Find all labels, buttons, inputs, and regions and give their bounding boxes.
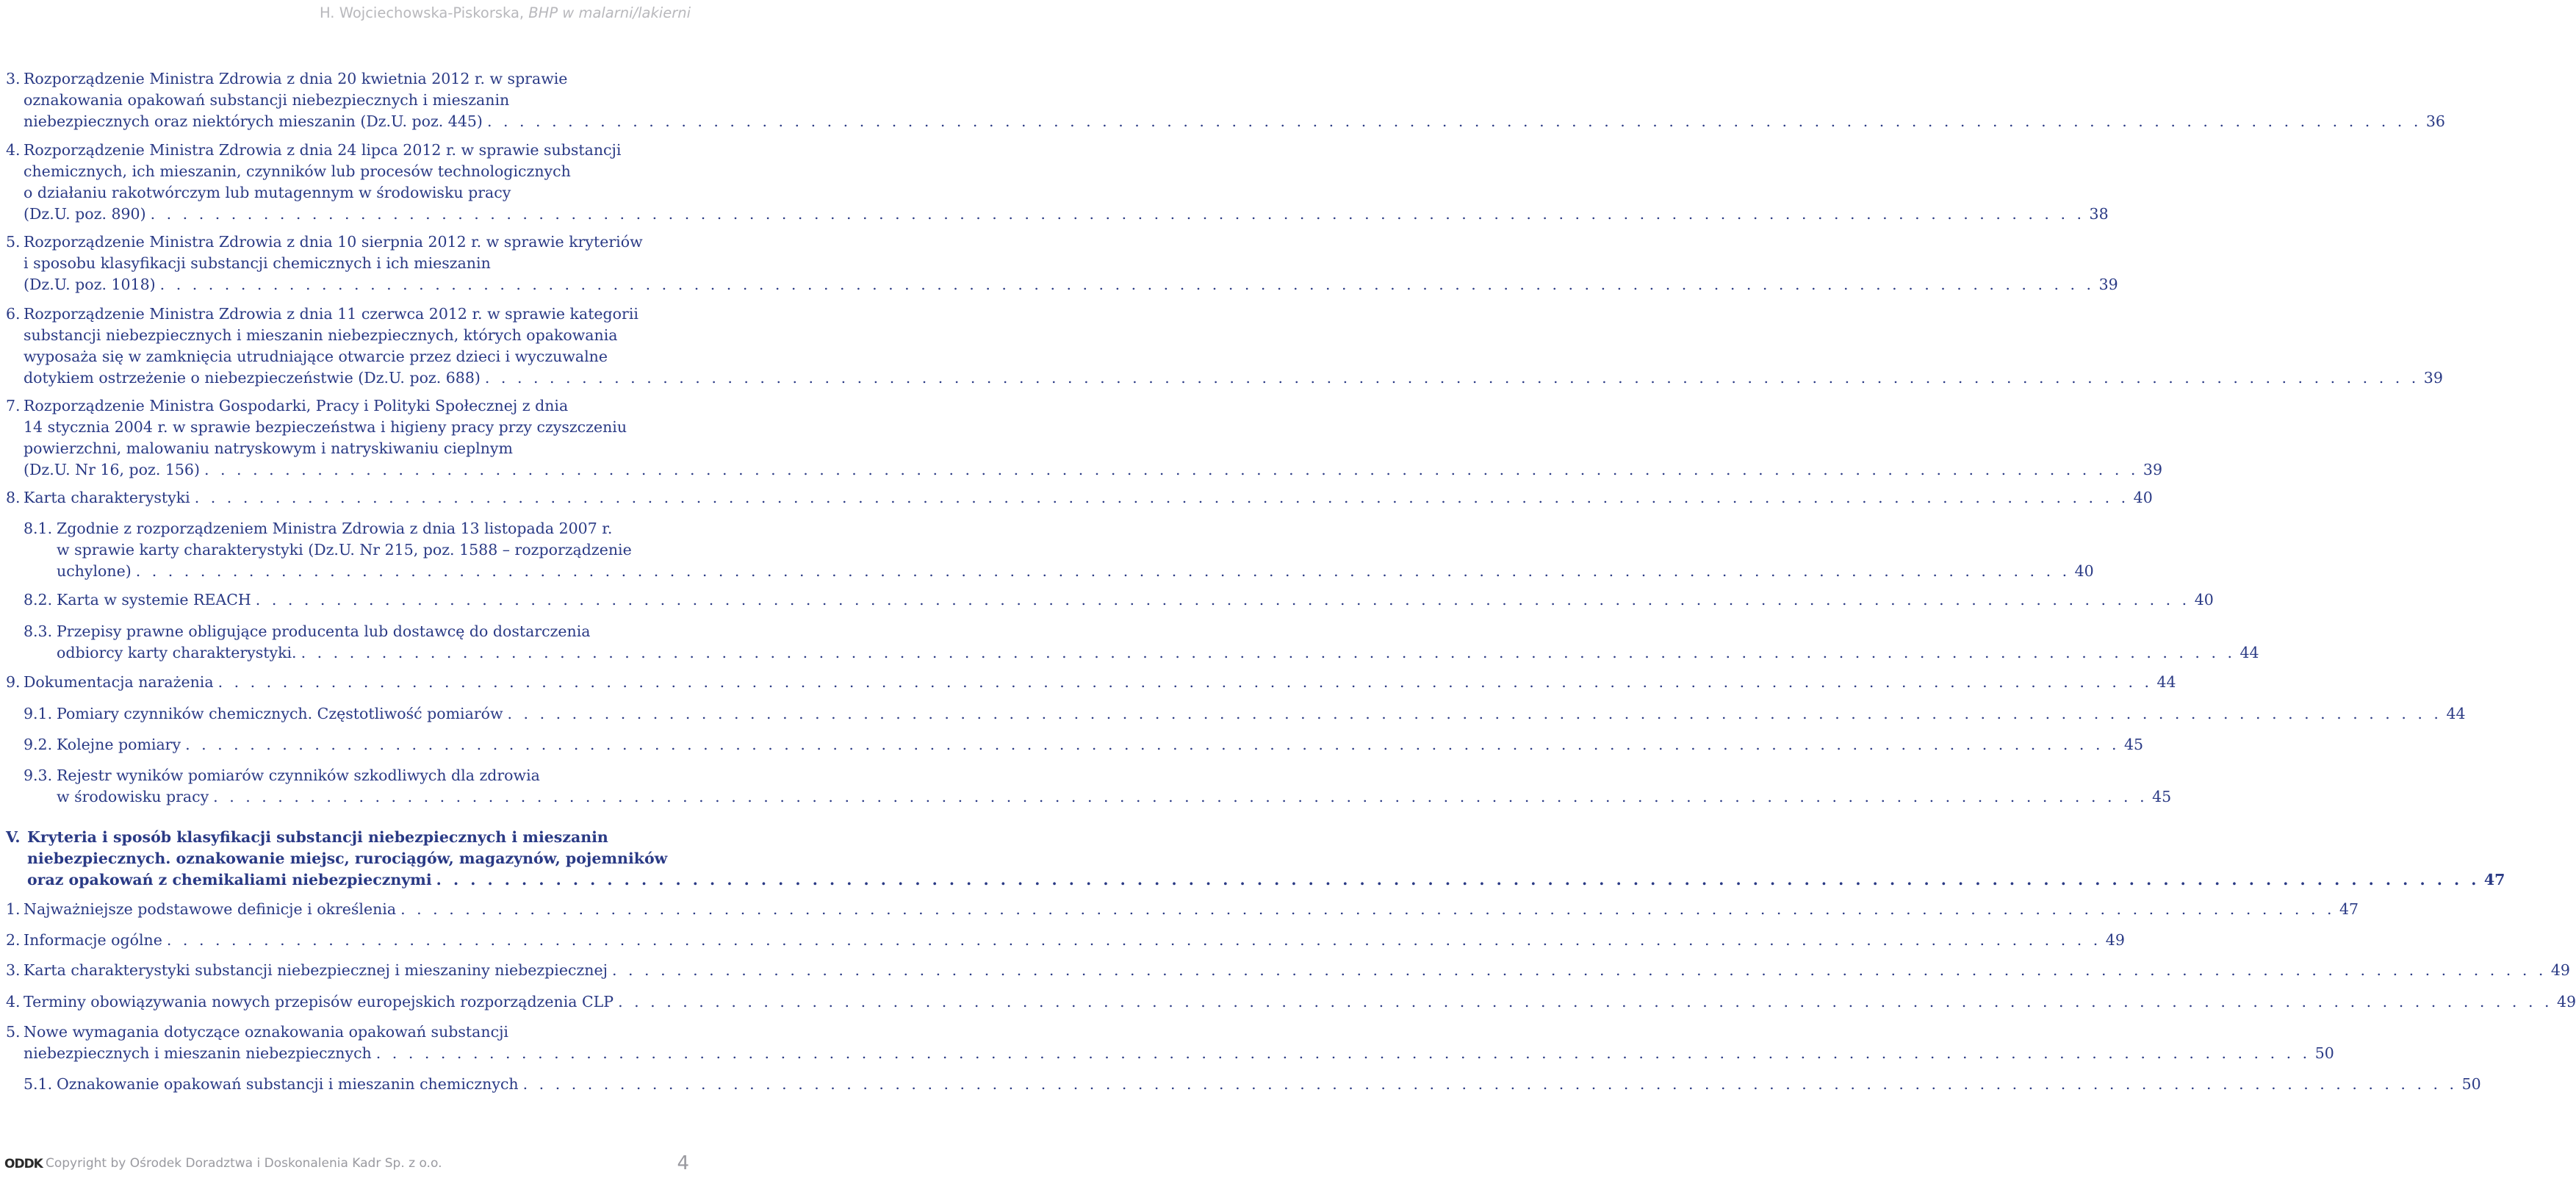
toc-page-number: 36 xyxy=(2425,112,2445,130)
toc-entry-number: 4. xyxy=(6,141,21,159)
toc-entry-text: oraz opakowań z chemikaliami niebezpiecznymi xyxy=(27,871,432,889)
toc-entry-number: 1. xyxy=(6,900,21,918)
toc-entry[interactable] xyxy=(6,991,2576,1013)
toc-page-number: 49 xyxy=(2557,993,2576,1011)
toc-entry-number: 8. xyxy=(6,489,21,506)
toc-entry-text: (Dz.U. poz. 890) xyxy=(24,205,146,223)
toc-page-number: 39 xyxy=(2423,369,2443,387)
toc-entry-text: niebezpiecznych i mieszanin niebezpiecznych xyxy=(24,1044,372,1062)
toc-entry-text: Zgodnie z rozporządzeniem Ministra Zdrowia z dnia 13 listopada 2007 r. xyxy=(57,520,613,537)
toc-entry-text: w sprawie karty charakterystyki (Dz.U. Nr 215, poz. 1588 – rozporządzenie xyxy=(57,541,632,559)
toc-page-number: 50 xyxy=(2314,1044,2334,1062)
toc-page-number: 44 xyxy=(2446,705,2466,722)
toc-entry-number: 8.1. xyxy=(24,520,53,537)
toc-entry[interactable] xyxy=(24,734,2144,755)
toc-page-number: 50 xyxy=(2461,1075,2481,1093)
dot-leader: . . . . . . . . . . . . . . . . . . . . . . . . . . . . . . . . . . . . . . . . . . . . . . . . . . . . . . . . . . . . . . . . . . . . . . . . . . . . . . . . . . . . . . . . . . . . . . . . . . . . . . . . . . . . . . . . . . . . . . . . xyxy=(159,276,2095,293)
toc-entry-number: 5. xyxy=(6,1023,21,1041)
toc-entry-number: 9.1. xyxy=(24,705,53,722)
toc-page-number: 39 xyxy=(2098,276,2118,293)
toc-page-number: 47 xyxy=(2483,871,2505,889)
toc-entry-text: Dokumentacja narażenia xyxy=(24,673,214,691)
header-author: H. Wojciechowska-Piskorska, xyxy=(319,4,525,21)
toc-entry-text: 14 stycznia 2004 r. w sprawie bezpieczeństwa i higieny pracy przy czyszczeniu xyxy=(24,418,627,436)
toc-entry-text: Karta charakterystyki xyxy=(24,489,190,506)
toc-entry-number: 9. xyxy=(6,673,21,691)
toc-entry-text: Nowe wymagania dotyczące oznakowania opakowań substancji xyxy=(24,1023,508,1041)
toc-entry-text: powierzchni, malowaniu natryskowym i natryskiwaniu cieplnym xyxy=(24,439,513,457)
toc-entry-text: i sposobu klasyfikacji substancji chemicznych i ich mieszanin xyxy=(24,254,491,272)
dot-leader: . . . . . . . . . . . . . . . . . . . . . . . . . . . . . . . . . . . . . . . . . . . . . . . . . . . . . . . . . . . . . . . . . . . . . . . . . . . . . . . . . . . . . . . . . . . . . . . . . . . . . . . . . . . . . . . . . . . . . . . . xyxy=(611,961,2547,979)
toc-entry-text: chemicznych, ich mieszanin, czynników lub procesów technologicznych xyxy=(24,162,571,180)
toc-entry-number: 5. xyxy=(6,233,21,251)
toc-entry[interactable] xyxy=(6,960,2570,981)
copyright-text: Copyright by Ośrodek Doradztwa i Doskonalenia Kadr Sp. z o.o. xyxy=(46,1156,442,1171)
toc-entry-text: odbiorcy karty charakterystyki. xyxy=(57,644,297,661)
toc-page-number: 44 xyxy=(2239,644,2259,661)
toc-entry-number: 8.2. xyxy=(24,591,53,609)
dot-leader: . . . . . . . . . . . . . . . . . . . . . . . . . . . . . . . . . . . . . . . . . . . . . . . . . . . . . . . . . . . . . . . . . . . . . . . . . . . . . . . . . . . . . . . . . . . . . . . . . . . . . . . . . . . . . . . . . . . . . . . . xyxy=(194,489,2129,506)
toc-page-number: 49 xyxy=(2550,961,2570,979)
toc-entry-text: wyposaża się w zamknięcia utrudniające otwarcie przez dzieci i wyczuwalne xyxy=(24,348,608,365)
toc-entry-text: Najważniejsze podstawowe definicje i określenia xyxy=(24,900,397,918)
toc-entry-text: Rozporządzenie Ministra Zdrowia z dnia 10 sierpnia 2012 r. w sprawie kryteriów xyxy=(24,233,643,251)
dot-leader: . . . . . . . . . . . . . . . . . . . . . . . . . . . . . . . . . . . . . . . . . . . . . . . . . . . . . . . . . . . . . . . . . . . . . . . . . . . . . . . . . . . . . . . . . . . . . . . . . . . . . . . . . . . . . . . . . . . . . . . . xyxy=(301,644,2236,661)
toc-page-number: 49 xyxy=(2105,931,2125,949)
toc-entry-number: 4. xyxy=(6,993,21,1011)
toc-entry-number: 3. xyxy=(6,70,21,87)
toc-entry-text: o działaniu rakotwórczym lub mutagennym w środowisku pracy xyxy=(24,184,511,201)
toc-entry-text: niebezpiecznych. oznakowanie miejsc, rurociągów, magazynów, pojemników xyxy=(27,850,668,867)
toc-entry-text: niebezpiecznych oraz niektórych mieszanin (Dz.U. poz. 445) xyxy=(24,112,483,130)
header-title: BHP w malarni/lakierni xyxy=(528,4,691,21)
dot-leader: . . . . . . . . . . . . . . . . . . . . . . . . . . . . . . . . . . . . . . . . . . . . . . . . . . . . . . . . . . . . . . . . . . . . . . . . . . . . . . . . . . . . . . . . . . . . . . . . . . . . . . . . . . . . . . . . . . . . . . . . xyxy=(400,900,2336,918)
page-footer xyxy=(4,1152,695,1177)
toc-entry[interactable] xyxy=(24,765,2172,808)
toc-page-number: 45 xyxy=(2152,788,2172,805)
toc-page-number: 40 xyxy=(2194,591,2214,609)
toc-entry-number: 6. xyxy=(6,305,21,323)
toc-entry-number: 8.3. xyxy=(24,622,53,640)
toc-entry-text: Oznakowanie opakowań substancji i mieszanin chemicznych xyxy=(57,1075,519,1093)
toc-page-number: 38 xyxy=(2089,205,2109,223)
dot-leader: . . . . . . . . . . . . . . . . . . . . . . . . . . . . . . . . . . . . . . . . . . . . . . . . . . . . . . . . . . . . . . . . . . . . . . . . . . . . . . . . . . . . . . . . . . . . . . . . . . . . . . . . . . . . . . . . . . . . . . . . xyxy=(486,112,2422,130)
dot-leader: . . . . . . . . . . . . . . . . . . . . . . . . . . . . . . . . . . . . . . . . . . . . . . . . . . . . . . . . . . . . . . . . . . . . . . . . . . . . . . . . . . . . . . . . . . . . . . . . . . . . . . . . . . . . . . . . . . . . . . . . xyxy=(507,705,2442,722)
toc-page-number: 45 xyxy=(2124,736,2144,753)
toc-entry-text: Rozporządzenie Ministra Gospodarki, Pracy i Polityki Społecznej z dnia xyxy=(24,397,569,414)
toc-entry-text: Rejestr wyników pomiarów czynników szkodliwych dla zdrowia xyxy=(57,767,540,784)
toc-entry[interactable] xyxy=(6,487,2153,509)
dot-leader: . . . . . . . . . . . . . . . . . . . . . . . . . . . . . . . . . . . . . . . . . . . . . . . . . . . . . . . . . . . . . . . . . . . . . . . . . . . . . . . . . . . . . . . . . . . . . . . . . . . . . . . . . . . . . . . . . . . . . . . . xyxy=(522,1075,2458,1093)
toc-entry-number: 5.1. xyxy=(24,1075,53,1093)
dot-leader: . . . . . . . . . . . . . . . . . . . . . . . . . . . . . . . . . . . . . . . . . . . . . . . . . . . . . . . . . . . . . . . . . . . . . . . . . . . . . . . . . . . . . . . . . . . . . . . . . . . . . . . . . . . . . . . . . . . . . . . . xyxy=(436,871,2480,889)
toc-entry-text: uchylone) xyxy=(57,562,132,580)
toc-entry-text: (Dz.U. poz. 1018) xyxy=(24,276,156,293)
dot-leader: . . . . . . . . . . . . . . . . . . . . . . . . . . . . . . . . . . . . . . . . . . . . . . . . . . . . . . . . . . . . . . . . . . . . . . . . . . . . . . . . . . . . . . . . . . . . . . . . . . . . . . . . . . . . . . . . . . . . . . . . xyxy=(618,993,2553,1011)
toc-entry-number: 9.3. xyxy=(24,767,53,784)
toc-entry-number: 3. xyxy=(6,961,21,979)
dot-leader: . . . . . . . . . . . . . . . . . . . . . . . . . . . . . . . . . . . . . . . . . . . . . . . . . . . . . . . . . . . . . . . . . . . . . . . . . . . . . . . . . . . . . . . . . . . . . . . . . . . . . . . . . . . . . . . . . . . . . . . . xyxy=(375,1044,2311,1062)
toc-entry-number: 7. xyxy=(6,397,21,414)
toc-entry[interactable] xyxy=(6,930,2125,951)
toc-entry-text: Pomiary czynników chemicznych. Częstotliwość pomiarów xyxy=(57,705,503,722)
toc-entry-text: Terminy obowiązywania nowych przepisów europejskich rozporządzenia CLP xyxy=(24,993,614,1011)
toc-entry-text: dotykiem ostrzeżenie o niebezpieczeństwie (Dz.U. poz. 688) xyxy=(24,369,481,387)
dot-leader: . . . . . . . . . . . . . . . . . . . . . . . . . . . . . . . . . . . . . . . . . . . . . . . . . . . . . . . . . . . . . . . . . . . . . . . . . . . . . . . . . . . . . . . . . . . . . . . . . . . . . . . . . . . . . . . . . . . . . . . . xyxy=(217,673,2153,691)
dot-leader: . . . . . . . . . . . . . . . . . . . . . . . . . . . . . . . . . . . . . . . . . . . . . . . . . . . . . . . . . . . . . . . . . . . . . . . . . . . . . . . . . . . . . . . . . . . . . . . . . . . . . . . . . . . . . . . . . . . . . . . . xyxy=(135,562,2070,580)
toc-page-number: 44 xyxy=(2156,673,2176,691)
toc-entry-text: Informacje ogólne xyxy=(24,931,162,949)
toc-page-number: 47 xyxy=(2339,900,2359,918)
publisher-logo: ODDK xyxy=(4,1157,43,1171)
toc-entry-text: Rozporządzenie Ministra Zdrowia z dnia 11 czerwca 2012 r. w sprawie kategorii xyxy=(24,305,638,323)
toc-entry-text: Kryteria i sposób klasyfikacji substancji niebezpiecznych i mieszanin xyxy=(27,828,608,846)
toc-entry[interactable] xyxy=(6,68,2445,132)
running-header xyxy=(320,4,691,21)
toc-entry-text: substancji niebezpiecznych i mieszanin niebezpiecznych, których opakowania xyxy=(24,326,618,344)
toc-entry-text: Rozporządzenie Ministra Zdrowia z dnia 24 lipca 2012 r. w sprawie substancji xyxy=(24,141,622,159)
dot-leader: . . . . . . . . . . . . . . . . . . . . . . . . . . . . . . . . . . . . . . . . . . . . . . . . . . . . . . . . . . . . . . . . . . . . . . . . . . . . . . . . . . . . . . . . . . . . . . . . . . . . . . . . . . . . . . . . . . . . . . . . xyxy=(484,369,2420,387)
dot-leader: . . . . . . . . . . . . . . . . . . . . . . . . . . . . . . . . . . . . . . . . . . . . . . . . . . . . . . . . . . . . . . . . . . . . . . . . . . . . . . . . . . . . . . . . . . . . . . . . . . . . . . . . . . . . . . . . . . . . . . . . xyxy=(255,591,2190,609)
toc-entry-text: (Dz.U. Nr 16, poz. 156) xyxy=(24,461,200,478)
toc-entry-text: oznakowania opakowań substancji niebezpiecznych i mieszanin xyxy=(24,91,510,109)
dot-leader: . . . . . . . . . . . . . . . . . . . . . . . . . . . . . . . . . . . . . . . . . . . . . . . . . . . . . . . . . . . . . . . . . . . . . . . . . . . . . . . . . . . . . . . . . . . . . . . . . . . . . . . . . . . . . . . . . . . . . . . . xyxy=(213,788,2148,805)
toc-entry[interactable] xyxy=(6,1022,2334,1064)
toc-entry[interactable] xyxy=(6,827,2505,891)
toc-entry[interactable] xyxy=(24,621,2259,664)
dot-leader: . . . . . . . . . . . . . . . . . . . . . . . . . . . . . . . . . . . . . . . . . . . . . . . . . . . . . . . . . . . . . . . . . . . . . . . . . . . . . . . . . . . . . . . . . . . . . . . . . . . . . . . . . . . . . . . . . . . . . . . . xyxy=(150,205,2085,223)
dot-leader: . . . . . . . . . . . . . . . . . . . . . . . . . . . . . . . . . . . . . . . . . . . . . . . . . . . . . . . . . . . . . . . . . . . . . . . . . . . . . . . . . . . . . . . . . . . . . . . . . . . . . . . . . . . . . . . . . . . . . . . . xyxy=(204,461,2139,478)
toc-entry-number: 2. xyxy=(6,931,21,949)
toc-page-number: 39 xyxy=(2143,461,2162,478)
toc-entry[interactable] xyxy=(24,518,2094,582)
page-number: 4 xyxy=(677,1152,689,1174)
toc-entry[interactable] xyxy=(6,672,2176,693)
toc-entry[interactable] xyxy=(24,703,2466,725)
toc-entry[interactable] xyxy=(24,589,2214,611)
toc-entry[interactable] xyxy=(6,231,2118,295)
dot-leader: . . . . . . . . . . . . . . . . . . . . . . . . . . . . . . . . . . . . . . . . . . . . . . . . . . . . . . . . . . . . . . . . . . . . . . . . . . . . . . . . . . . . . . . . . . . . . . . . . . . . . . . . . . . . . . . . . . . . . . . . xyxy=(185,736,2120,753)
toc-entry[interactable] xyxy=(6,395,2162,481)
toc-entry[interactable] xyxy=(6,140,2109,225)
toc-entry[interactable] xyxy=(6,899,2359,920)
toc-entry-text: Kolejne pomiary xyxy=(57,736,181,753)
toc-entry-text: Karta charakterystyki substancji niebezpiecznej i mieszaniny niebezpiecznej xyxy=(24,961,608,979)
toc-page-number: 40 xyxy=(2133,489,2153,506)
toc-entry[interactable] xyxy=(24,1074,2481,1095)
toc-entry[interactable] xyxy=(6,304,2443,389)
toc-entry-number: V. xyxy=(6,828,21,846)
toc-entry-text: Rozporządzenie Ministra Zdrowia z dnia 20 kwietnia 2012 r. w sprawie xyxy=(24,70,568,87)
toc-entry-number: 9.2. xyxy=(24,736,53,753)
dot-leader: . . . . . . . . . . . . . . . . . . . . . . . . . . . . . . . . . . . . . . . . . . . . . . . . . . . . . . . . . . . . . . . . . . . . . . . . . . . . . . . . . . . . . . . . . . . . . . . . . . . . . . . . . . . . . . . . . . . . . . . . xyxy=(166,931,2101,949)
toc-page-number: 40 xyxy=(2074,562,2094,580)
toc-entry-text: Karta w systemie REACH xyxy=(57,591,251,609)
toc-entry-text: Przepisy prawne obligujące producenta lub dostawcę do dostarczenia xyxy=(57,622,591,640)
toc-entry-text: w środowisku pracy xyxy=(57,788,209,805)
